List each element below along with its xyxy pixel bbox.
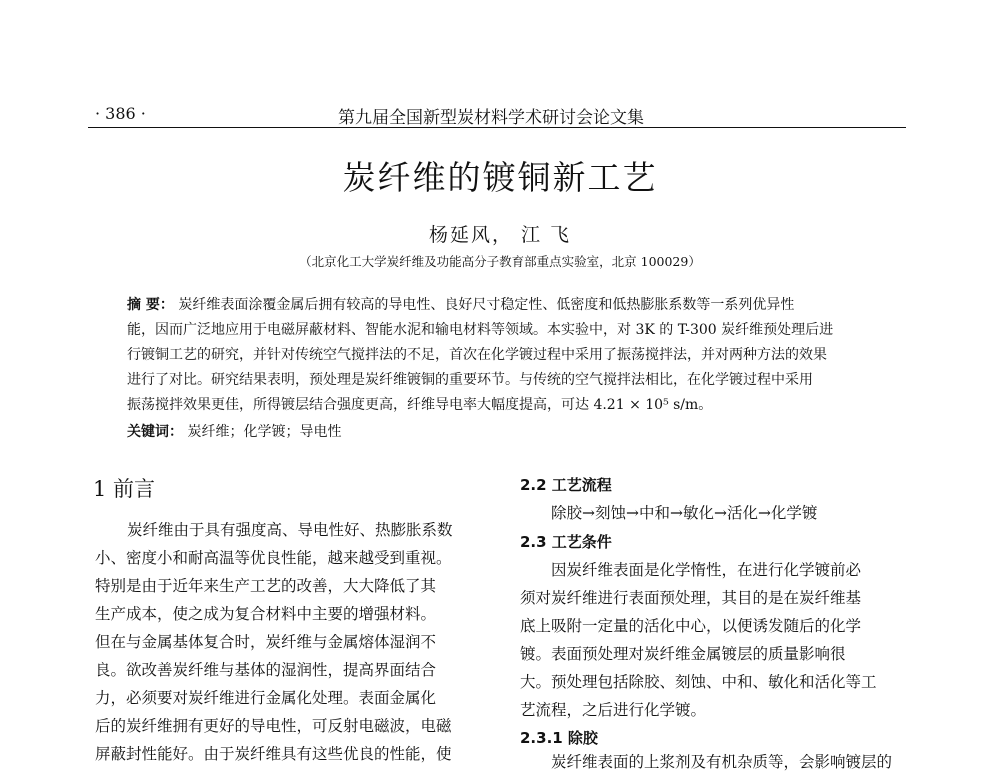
body-line: 屏蔽封性能好。由于炭纤维具有这些优良的性能，使 — [95, 745, 452, 763]
abstract-label: 摘 要： — [127, 297, 174, 313]
body-line: 因炭纤维表面是化学惰性，在进行化学镀前必 — [551, 561, 862, 579]
keywords-line — [127, 421, 341, 441]
body-line: 力，必须要对炭纤维进行金属化处理。表面金属化 — [95, 689, 437, 707]
body-line: 生产成本，使之成为复合材料中主要的增强材料。 — [95, 605, 437, 623]
body-line: 但在与金属基体复合时，炭纤维与金属熔体湿润不 — [95, 633, 437, 651]
abstract-line — [127, 294, 794, 314]
paper-authors: 杨延风， 江 飞 — [428, 224, 572, 246]
abstract-line: 振荡搅拌效果更佳，所得镀层结合强度更高，纤维导电率大幅度提高，可达 4.21 × 10⁵ s/m。 — [127, 397, 713, 413]
abstract-text: 炭纤维表面涂覆金属后拥有较高的导电性、良好尺寸稳定性、低密度和低热膨胀系数等一系列优异性 — [178, 297, 795, 313]
body-line: 须对炭纤维进行表面预处理，其目的是在炭纤维基 — [520, 589, 862, 607]
page-number: · 386 · — [95, 104, 146, 123]
abstract-line: 进行了对比。研究结果表明，预处理是炭纤维镀铜的重要环节。与传统的空气搅拌法相比，在化学镀过程中采用 — [127, 372, 813, 388]
keywords-label: 关键词： — [127, 424, 183, 440]
abstract-line: 行镀铜工艺的研究，并针对传统空气搅拌法的不足，首次在化学镀过程中采用了振荡搅拌法，并对两种方法的效果 — [127, 347, 827, 363]
subsection-heading-process-flow: 2.2 工艺流程 — [520, 476, 612, 494]
proceedings-title: 第九届全国新型炭材料学术研讨会论文集 — [338, 108, 644, 128]
paper-affiliation: （北京化工大学炭纤维及功能高分子教育部重点实验室，北京 100029） — [299, 254, 701, 269]
body-line: 艺流程，之后进行化学镀。 — [520, 701, 707, 719]
header-rule — [88, 127, 906, 128]
section-heading-introduction: 1 前言 — [93, 477, 156, 501]
keywords-text: 炭纤维；化学镀；导电性 — [187, 424, 342, 440]
body-line: 大。预处理包括除胶、刻蚀、中和、敏化和活化等工 — [520, 673, 877, 691]
subsection-heading-process-conditions: 2.3 工艺条件 — [520, 533, 612, 551]
body-line: 镀。表面预处理对炭纤维金属镀层的质量影响很 — [520, 645, 846, 663]
paper-title: 炭纤维的镀铜新工艺 — [342, 158, 658, 197]
body-line: 小、密度小和耐高温等优良性能，越来越受到重视。 — [95, 549, 452, 567]
process-flow: 除胶→刻蚀→中和→敏化→活化→化学镀 — [551, 504, 818, 522]
body-line: 炭纤维由于具有强度高、导电性好、热膨胀系数 — [127, 521, 453, 539]
body-line: 良。欲改善炭纤维与基体的湿润性，提高界面结合 — [95, 661, 437, 679]
body-line: 炭纤维表面的上浆剂及有机杂质等，会影响镀层的 — [551, 753, 893, 771]
body-line: 特别是由于近年来生产工艺的改善，大大降低了其 — [95, 577, 437, 595]
abstract-line: 能，因而广泛地应用于电磁屏蔽材料、智能水泥和输电材料等领域。本实验中，对 3K 的 T-300 炭纤维预处理后进 — [127, 322, 834, 338]
body-line: 底上吸附一定量的活化中心，以便诱发随后的化学 — [520, 617, 862, 635]
subsection-heading-degumming: 2.3.1 除胶 — [520, 729, 598, 747]
body-line: 后的炭纤维拥有更好的导电性，可反射电磁波，电磁 — [95, 717, 452, 735]
